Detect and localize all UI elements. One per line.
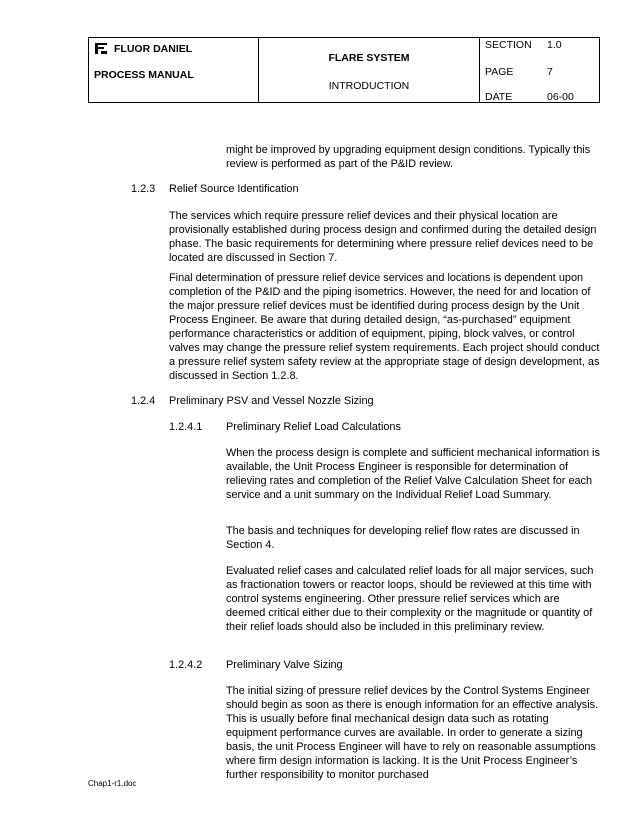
section-1-2-3-paragraph-1: The services which require pressure relief devices and their physical location are provisionally established during process design and confirmed during the detailed design phase. The basic requirements for determining where pressure relief devices need to be located are discussed in Section 7. (169, 210, 597, 264)
section-1-2-4-2-paragraph-1: The initial sizing of pressure relief devices by the Control Systems Engineer should begin as soon as there is enough information for an effective analysis. This is usually before final mechanical design data such as rotating equipment performance curves are available. In order to generate a sizing basis, the unit Process Engineer will have to rely on reasonable assumptions where firm design information is lacking. It is the Unit Process Engineer’s further responsibility to monitor purchased (226, 685, 599, 781)
page-row (480, 66, 599, 78)
system-title: FLARE SYSTEM (328, 52, 410, 64)
intro-paragraph: might be improved by upgrading equipment design conditions. Typically this review is performed as part of the P&ID review. (226, 144, 591, 170)
section-1-2-4-1-paragraph-1: When the process design is complete and sufficient mechanical information is available, the Unit Process Engineer is responsible for determination of relieving rates and completion of the Relief Valve Calculation Sheet for each service and a unit summary on the Individual Relief Load Summary. (226, 447, 600, 501)
section-1-2-3-title: Relief Source Identification (169, 183, 299, 195)
section-row (480, 39, 599, 51)
section-1-2-4-1-title: Preliminary Relief Load Calculations (226, 421, 401, 433)
subject-title: INTRODUCTION (328, 80, 410, 92)
section-label: SECTION (485, 39, 532, 51)
section-1-2-4-title: Preliminary PSV and Vessel Nozzle Sizing (169, 395, 374, 407)
header-meta-cell (480, 38, 599, 102)
page-label: PAGE (485, 66, 514, 78)
section-1-2-4-2-number: 1.2.4.2 (169, 659, 203, 671)
footer-filename: Chap1-r1.doc (88, 779, 137, 788)
company-name: FLUOR DANIEL (114, 42, 193, 55)
section-1-2-4-1-number: 1.2.4.1 (169, 421, 203, 433)
section-1-2-4-2-title: Preliminary Valve Sizing (226, 659, 343, 671)
page-value: 7 (547, 66, 553, 78)
manual-name: PROCESS MANUAL (94, 69, 194, 81)
section-1-2-4-1-paragraph-2: The basis and techniques for developing relief flow rates are discussed in Section 4. (226, 525, 580, 551)
fluor-daniel-logo-icon (94, 42, 108, 55)
section-1-2-3-paragraph-2: Final determination of pressure relief device services and locations is dependent upon completion of the P&ID and the piping isometrics. However, the need for and location of the major pressure relief devices must be identified during process design by the Unit Process Engineer. Be aware that during detailed design, “as-purchased” equipment performance characteristics or addition of equipment, piping, block valves, or control valves may change the pressure relief system requirements. Each project should conduct a pressure relief system safety review at the appropriate stage of design development, as discussed in Section 1.2.8. (169, 272, 600, 382)
section-1-2-3-number: 1.2.3 (131, 183, 156, 195)
date-label: DATE (485, 91, 513, 103)
date-row (480, 91, 599, 103)
header-company-cell (89, 38, 259, 102)
header-title-cell (259, 38, 480, 102)
date-value: 06-00 (547, 91, 574, 103)
company-name-row (94, 42, 192, 55)
section-value: 1.0 (547, 39, 562, 51)
section-1-2-4-number: 1.2.4 (131, 395, 156, 407)
section-1-2-4-1-paragraph-3: Evaluated relief cases and calculated relief loads for all major services, such as fractionation towers or reactor loops, should be reviewed at this time with control systems engineering. Other pressure relief services which are deemed critical either due to their complexity or the magnitude or quantity of their relief loads should also be included in this preliminary review. (226, 565, 594, 633)
document-header (88, 37, 600, 103)
